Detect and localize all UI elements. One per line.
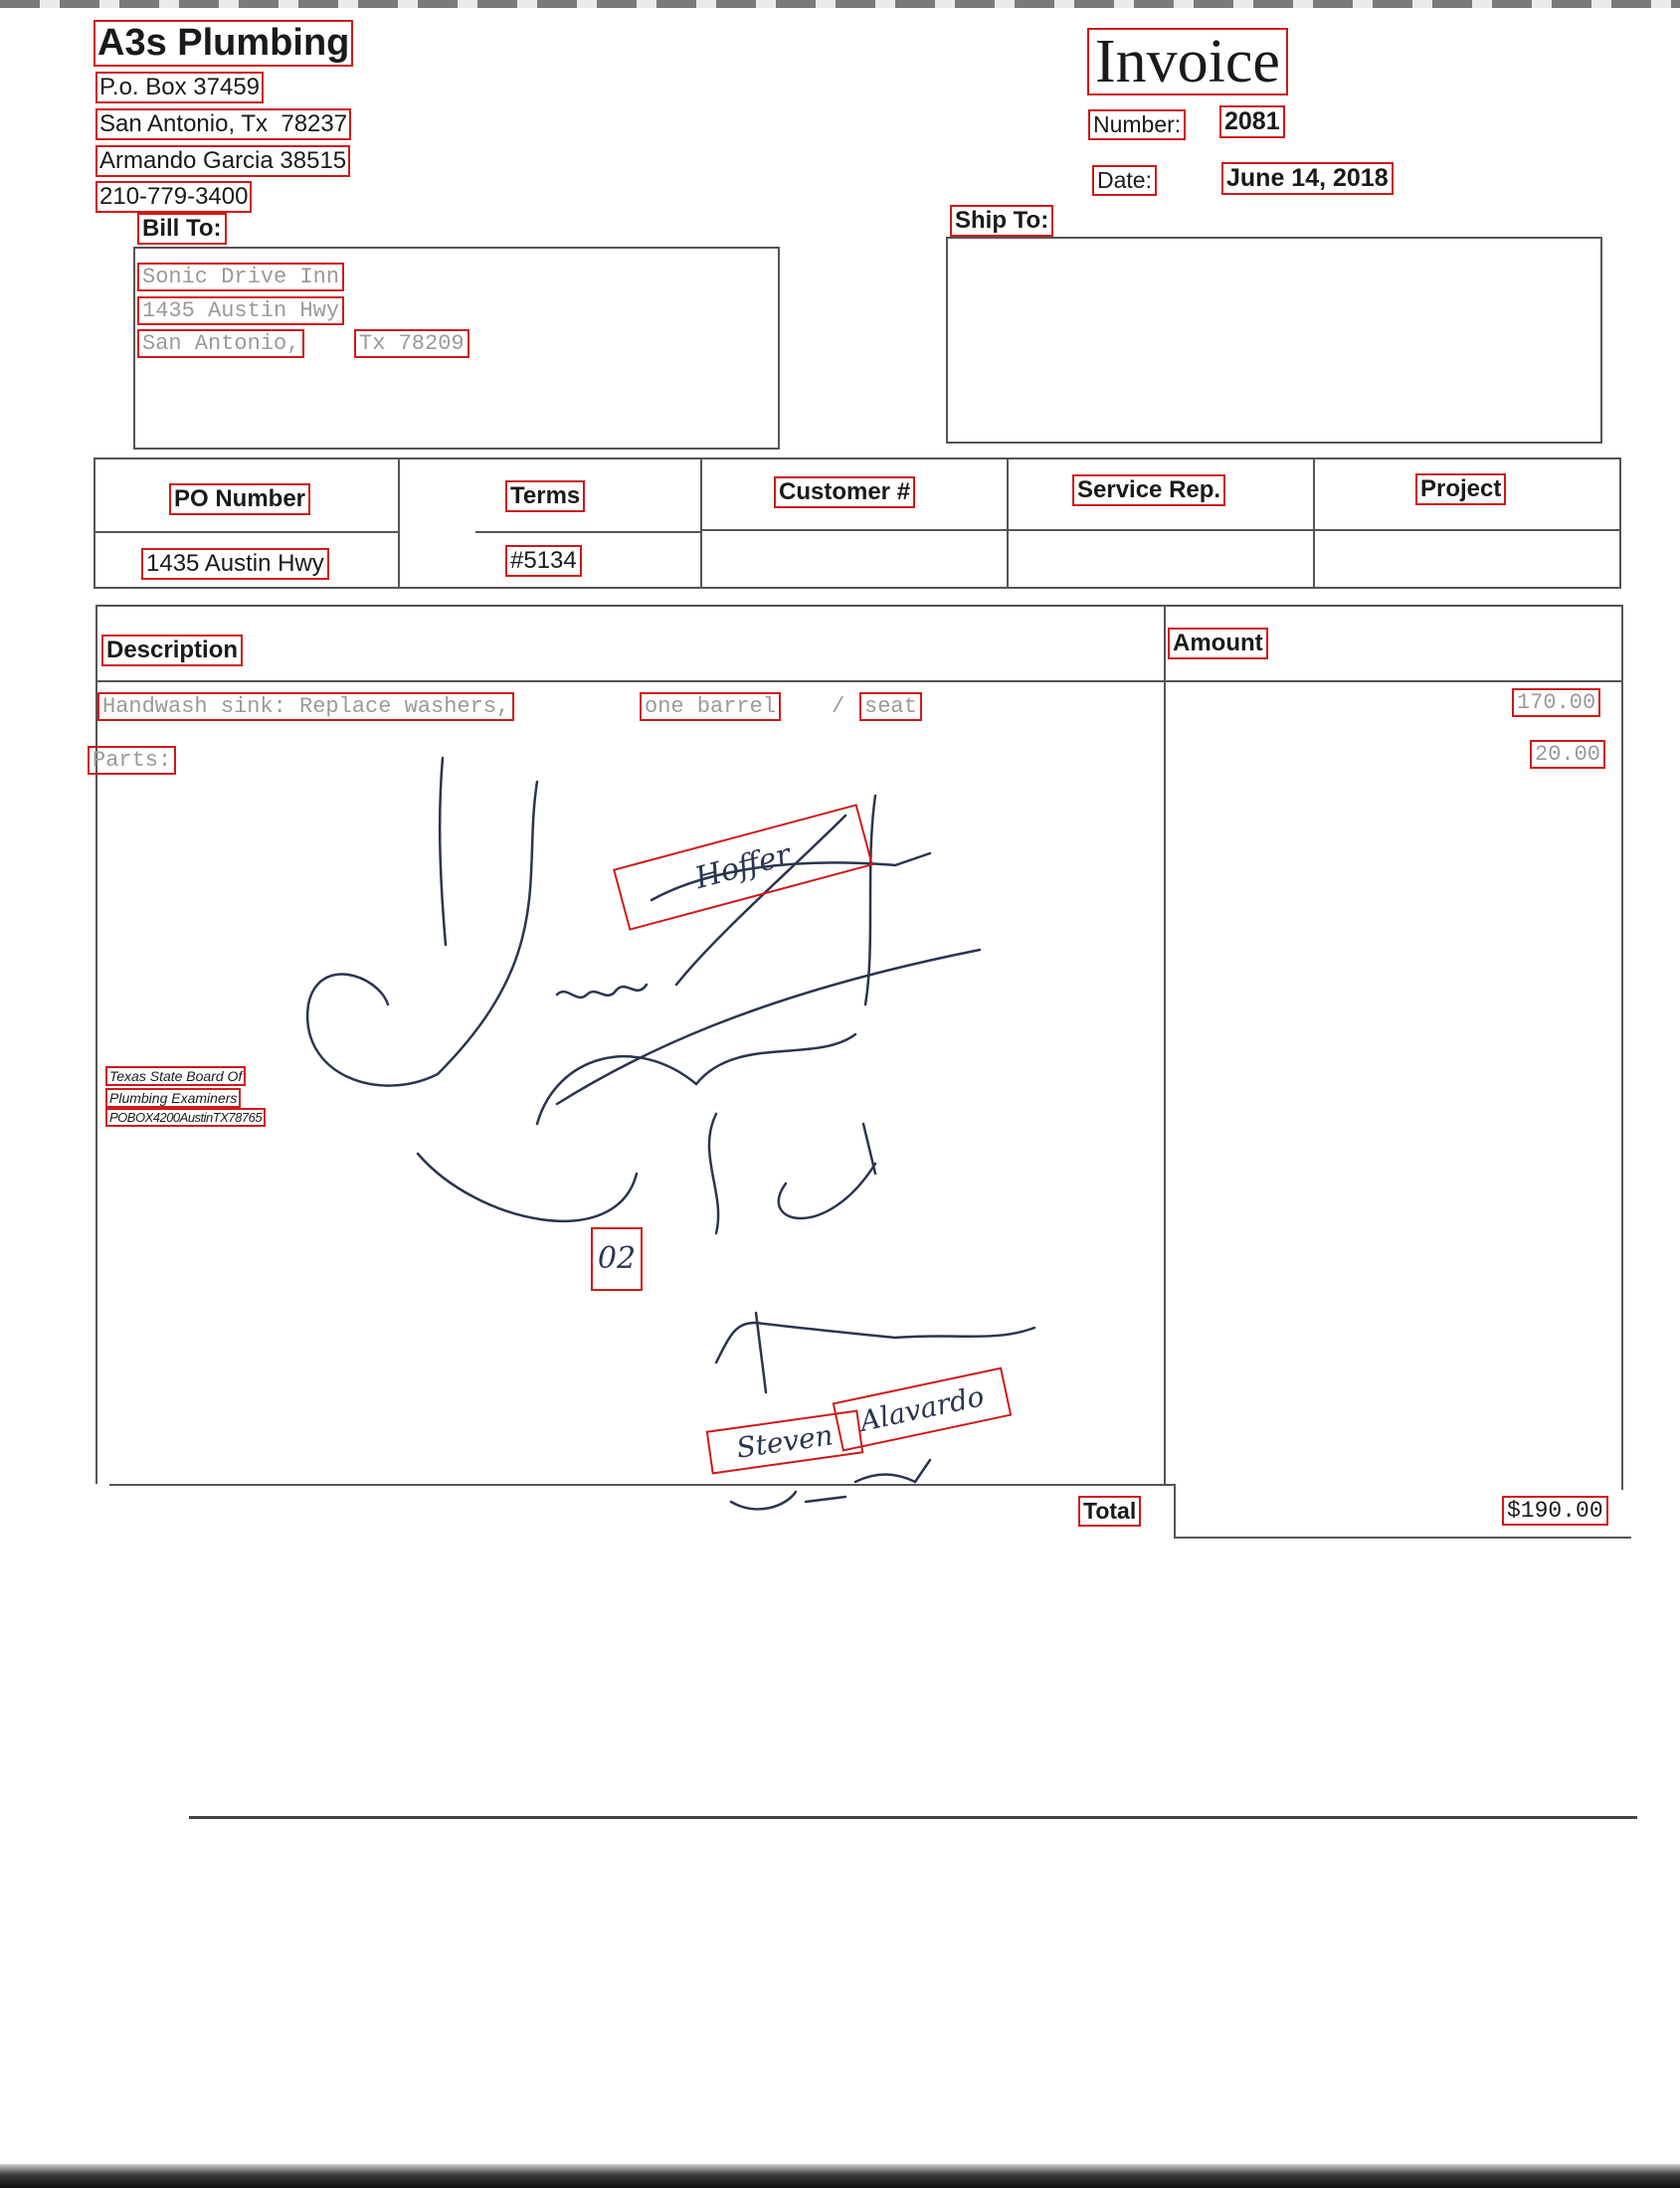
signature-1-name: Hoffer <box>615 807 870 929</box>
item-line1-seat: seat <box>861 694 920 719</box>
invoice-number-label: Number: <box>1090 111 1184 138</box>
company-name: A3s Plumbing <box>97 22 350 64</box>
bill-to-line2: 1435 Austin Hwy <box>139 298 342 323</box>
stamp-line3: POBOX4200AustinTX78765 <box>109 1110 263 1125</box>
terms-value: #5134 <box>507 547 580 575</box>
po-number-value: 1435 Austin Hwy <box>143 550 327 578</box>
header-customer-number: Customer # <box>776 478 913 506</box>
signature-2-first-name: Steven <box>708 1412 861 1472</box>
ship-to-label: Ship To: <box>952 207 1051 235</box>
scan-bottom-edge <box>0 2164 1680 2188</box>
item-line1-description: Handwash sink: Replace washers, <box>99 694 512 719</box>
bill-to-label: Bill To: <box>139 215 225 243</box>
company-address-line2: San Antonio, Tx 78237 <box>99 110 348 137</box>
company-contact: Armando Garcia 38515 <box>99 147 347 174</box>
signature-1-date: 02 <box>593 1229 641 1289</box>
invoice-title: Invoice <box>1089 30 1286 93</box>
invoice-number: 2081 <box>1221 107 1283 136</box>
total-label: Total <box>1080 1498 1139 1525</box>
company-phone: 210-779-3400 <box>99 183 249 210</box>
item-line1-barrel: one barrel <box>642 694 779 719</box>
bill-to-line3-zip: Tx 78209 <box>356 331 467 356</box>
invoice-date-label: Date: <box>1094 167 1155 194</box>
header-terms: Terms <box>507 482 583 510</box>
bill-to-line3-city: San Antonio, <box>139 331 302 356</box>
header-po-number: PO Number <box>171 485 308 513</box>
item-line1-amount: 170.00 <box>1514 690 1598 715</box>
header-project: Project <box>1417 475 1504 503</box>
invoice-date: June 14, 2018 <box>1223 164 1392 193</box>
header-service-rep: Service Rep. <box>1074 476 1223 504</box>
bill-to-line1: Sonic Drive Inn <box>139 265 342 289</box>
company-address-line1: P.o. Box 37459 <box>99 74 261 100</box>
total-value: $190.00 <box>1504 1498 1606 1524</box>
header-amount: Amount <box>1170 630 1266 657</box>
header-description: Description <box>103 637 241 664</box>
item-line1-separator: / <box>832 694 845 719</box>
stamp-line2: Plumbing Examiners <box>109 1090 238 1106</box>
item-line2-parts: Parts: <box>90 748 174 773</box>
stamp-line1: Texas State Board Of <box>109 1068 243 1084</box>
signature-2-last-name: Alavardo <box>835 1369 1010 1449</box>
item-line2-amount: 20.00 <box>1532 742 1603 767</box>
